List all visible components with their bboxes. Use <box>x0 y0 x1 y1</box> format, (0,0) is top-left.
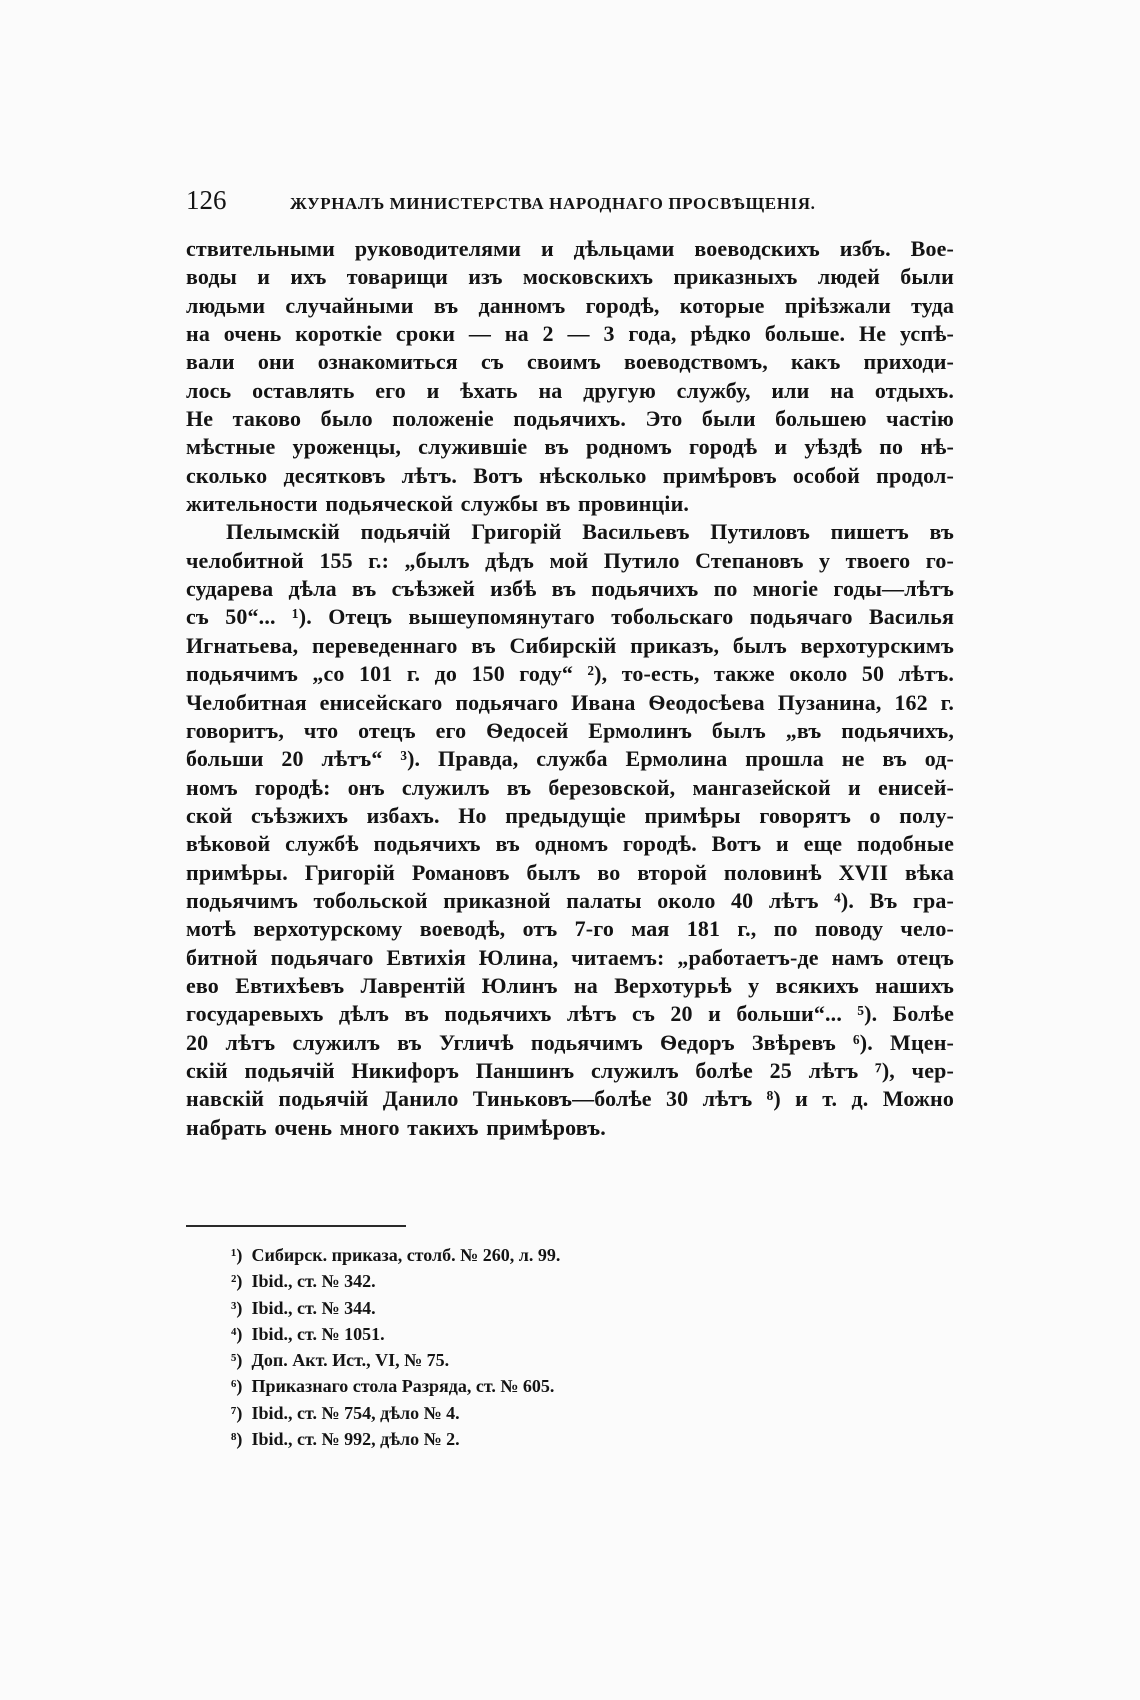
text-line: людьми случайными въ данномъ городѣ, которые пріѣзжали туда <box>186 292 954 318</box>
text-line: примѣры. Григорій Романовъ былъ во второй половинѣ XVII вѣка <box>186 859 954 885</box>
footnote-mark: ²) <box>231 1271 243 1292</box>
text-line: сударева дѣла въ съѣзжей избѣ въ подьячихъ по многіе годы—лѣтъ <box>186 576 954 602</box>
text-line: жительности подьяческой службы въ провинціи. <box>186 491 690 517</box>
footnote <box>231 1426 931 1452</box>
footnote-mark: ⁴) <box>231 1323 243 1344</box>
text-line: Игнатьева, переведеннаго въ Сибирскій приказъ, былъ верхотурскимъ <box>186 632 954 658</box>
footnote-mark: ¹) <box>231 1245 243 1265</box>
text-line: подьячимъ „со 101 г. до 150 году“ ²), то-есть, также около 50 лѣтъ. <box>186 661 954 687</box>
footnote <box>231 1347 931 1373</box>
journal-title: ЖУРНАЛЪ МИНИСТЕРСТВА НАРОДНАГО ПРОСВѢЩЕНІЯ. <box>290 194 816 213</box>
text-line: Не таково было положеніе подьячихъ. Это были большею частію <box>186 406 954 432</box>
running-head <box>186 185 954 219</box>
footnote <box>231 1295 931 1321</box>
text-line: Челобитная енисейскаго подьячаго Ивана Ѳеодосѣева Пузанина, 162 г. <box>186 689 954 715</box>
page-number: 126 <box>186 185 227 215</box>
document-page <box>186 185 954 1585</box>
footnote-text: Ibid., ст. № 342. <box>251 1271 376 1292</box>
footnote <box>231 1400 931 1426</box>
text-line: на очень короткіе сроки — на 2 — 3 года, рѣдко больше. Не успѣ- <box>186 321 954 347</box>
text-line: 20 лѣтъ служилъ въ Угличѣ подьячимъ Ѳедоръ Звѣревъ ⁶). Мцен- <box>186 1029 954 1055</box>
text-line: воды и ихъ товарищи изъ московскихъ приказныхъ людей были <box>186 264 954 290</box>
text-line: навскій подьячій Данило Тиньковъ—болѣе 30 лѣтъ ⁸) и т. д. Можно <box>186 1086 954 1112</box>
text-line: набрать очень много такихъ примѣровъ. <box>186 1114 606 1140</box>
text-line: ствительными руководителями и дѣльцами воеводскихъ избъ. Вое- <box>186 236 954 261</box>
text-line: мѣстные уроженцы, служившіе въ родномъ городѣ и уѣздѣ по нѣ- <box>186 434 954 460</box>
footnote-divider <box>186 1225 406 1227</box>
footnote-mark: ⁷) <box>231 1402 243 1423</box>
footnote-text: Ibid., ст. № 1051. <box>251 1323 385 1344</box>
footnote-mark: ⁵) <box>231 1350 243 1371</box>
footnote-mark: ⁶) <box>231 1376 243 1397</box>
text-line: подьячимъ тобольской приказной палаты около 40 лѣтъ ⁴). Въ гра- <box>186 887 954 913</box>
footnotes <box>231 1242 931 1452</box>
text-line: челобитной 155 г.: „былъ дѣдъ мой Путило Степановъ у твоего го- <box>186 547 954 573</box>
text-line: мотѣ верхотурскому воеводѣ, отъ 7-го мая 181 г., по поводу чело- <box>186 916 954 942</box>
text-line: больши 20 лѣтъ“ ³). Правда, служба Ермолина прошла не въ од- <box>186 746 954 772</box>
text-line: съ 50“... ¹). Отецъ вышеупомянутаго тобольскаго подьячаго Василья <box>186 604 954 630</box>
text-line: ево Евтихѣевъ Лаврентій Юлинъ на Верхотурьѣ у всякихъ нашихъ <box>186 972 954 998</box>
paragraph-first-line: Пелымскій подьячій Григорій Васильевъ Путиловъ пишетъ въ <box>226 519 954 545</box>
text-line: говоритъ, что отецъ его Ѳедосей Ермолинъ былъ „въ подьячихъ, <box>186 717 954 743</box>
footnote <box>231 1321 931 1347</box>
footnote-mark: ⁸) <box>231 1429 243 1450</box>
text-line: лось оставлять его и ѣхать на другую службу, или на отдыхъ. <box>186 377 954 403</box>
text-line: сколько десятковъ лѣтъ. Вотъ нѣсколько примѣровъ особой продол- <box>186 462 954 488</box>
footnote-text: Сибирск. приказа, столб. № 260, л. 99. <box>251 1245 561 1265</box>
footnote-text: Приказнаго стола Разряда, ст. № 605. <box>251 1376 555 1397</box>
footnote <box>231 1242 931 1268</box>
text-line: номъ городѣ: онъ служилъ въ березовской, мангазейской и енисей- <box>186 774 954 800</box>
text-line: битной подьячаго Евтихія Юлина, читаемъ: „работаетъ-де намъ отецъ <box>186 944 954 970</box>
footnote-text: Ibid., ст. № 754, дѣло № 4. <box>251 1402 460 1423</box>
body-text <box>186 235 954 1142</box>
footnote-text: Доп. Акт. Ист., VI, № 75. <box>251 1350 450 1371</box>
footnote <box>231 1373 931 1399</box>
footnote <box>231 1268 931 1294</box>
text-line: ской съѣзжихъ избахъ. Но предыдущіе примѣры говорятъ о полу- <box>186 802 954 828</box>
text-line: вали они ознакомиться съ своимъ воеводствомъ, какъ приходи- <box>186 349 954 375</box>
text-line: скій подьячій Никифоръ Паншинъ служилъ болѣе 25 лѣтъ ⁷), чер- <box>186 1057 954 1083</box>
text-line: государевыхъ дѣлъ въ подьячихъ лѣтъ съ 20 и больши“... ⁵). Болѣе <box>186 1001 954 1027</box>
footnote-text: Ibid., ст. № 344. <box>251 1297 376 1318</box>
text-line: вѣковой службѣ подьячихъ въ одномъ городѣ. Вотъ и еще подобные <box>186 831 954 857</box>
footnote-mark: ³) <box>231 1297 243 1318</box>
footnote-text: Ibid., ст. № 992, дѣло № 2. <box>251 1429 460 1450</box>
